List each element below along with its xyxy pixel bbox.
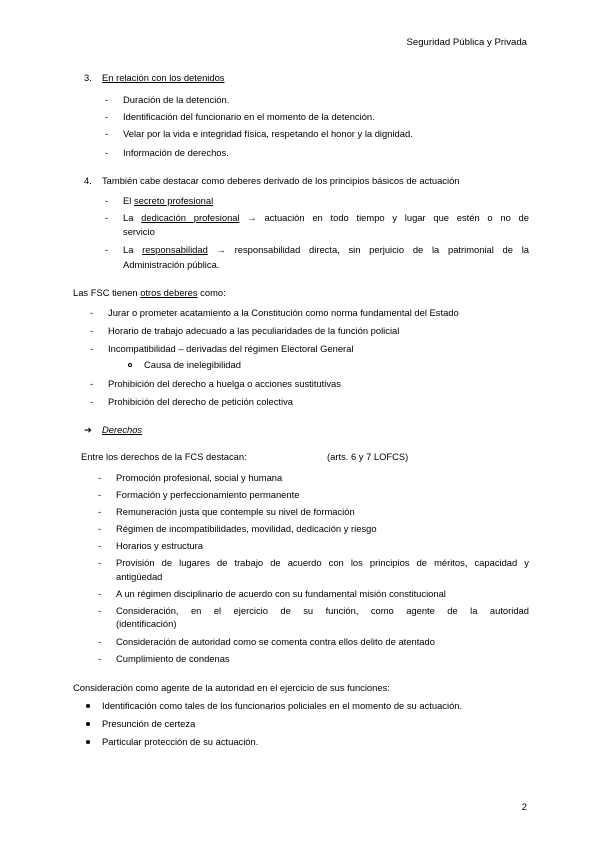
section-4-title: También cabe destacar como deberes derivado de los principios básicos de actuación: [102, 175, 460, 186]
dash-marker: -: [90, 343, 94, 354]
list-item: Prohibición del derecho de petición colectiva: [108, 396, 294, 407]
list-item-continuation: (identificación): [116, 618, 177, 629]
intro-prefix: Las FSC tienen: [73, 287, 141, 298]
item-prefix: La: [123, 212, 142, 223]
hollow-bullet-icon: [128, 363, 132, 367]
bullet-icon: [86, 704, 90, 708]
list-item: Promoción profesional, social y humana: [116, 472, 283, 483]
dash-marker: -: [105, 128, 109, 139]
list-item: Régimen de incompatibilidades, movilidad, dedicación y riesgo: [116, 523, 377, 534]
dash-marker: -: [98, 472, 102, 483]
list-item-continuation: Administración pública.: [123, 259, 220, 270]
list-item: Prohibición del derecho a huelga o acciones sustitutivas: [108, 378, 341, 389]
dash-marker: -: [98, 523, 102, 534]
item-text: → actuación en todo tiempo y lugar que estén o no de: [239, 212, 529, 223]
list-item: Formación y perfeccionamiento permanente: [116, 489, 300, 500]
section-3-title: En relación con los detenidos: [102, 72, 225, 83]
list-item: Incompatibilidad – derivadas del régimen Electoral General: [108, 343, 354, 354]
dash-marker: -: [105, 147, 109, 158]
otros-deberes-intro: [73, 287, 226, 299]
dash-marker: -: [98, 540, 102, 551]
dash-marker: -: [98, 489, 102, 500]
list-item: Duración de la detención.: [123, 94, 230, 105]
list-item: [123, 195, 213, 207]
consideracion-intro: Consideración como agente de la autoridad en el ejercicio de sus funciones:: [73, 682, 390, 693]
term-responsabilidad: responsabilidad: [142, 244, 208, 255]
list-item: Consideración de autoridad como se comenta contra ellos delito de atentado: [116, 636, 435, 647]
dash-marker: -: [90, 307, 94, 318]
list-item: Cumplimiento de condenas: [116, 653, 230, 664]
arrow-icon: ➔: [84, 424, 92, 435]
list-item: Identificación como tales de los funcionarios policiales en el momento de su actuación.: [102, 700, 463, 711]
dash-marker: -: [90, 378, 94, 389]
dash-marker: -: [105, 195, 109, 206]
list-item: Remuneración justa que contemple su nivel de formación: [116, 506, 355, 517]
list-item: Jurar o prometer acatamiento a la Constitución como norma fundamental del Estado: [108, 307, 459, 318]
term-dedicacion-profesional: dedicación profesional: [141, 212, 240, 223]
item-prefix: El: [123, 195, 134, 206]
list-item: Horario de trabajo adecuado a las peculiaridades de la función policial: [108, 325, 400, 336]
dash-marker: -: [98, 557, 102, 568]
dash-marker: -: [98, 588, 102, 599]
list-item: Información de derechos.: [123, 147, 229, 158]
running-header: Seguridad Pública y Privada: [406, 37, 527, 48]
section-3-number: 3.: [84, 72, 92, 83]
derechos-reference: (arts. 6 y 7 LOFCS): [327, 451, 409, 462]
bullet-icon: [86, 740, 90, 744]
intro-suffix: como:: [197, 287, 226, 298]
dash-marker: -: [98, 605, 102, 616]
derechos-heading: Derechos: [102, 424, 143, 435]
section-4-number: 4.: [84, 175, 92, 186]
list-item: Velar por la vida e integridad física, respetando el honor y la dignidad.: [123, 128, 413, 139]
dash-marker: -: [90, 396, 94, 407]
page-number: 2: [521, 802, 527, 813]
list-item: [123, 244, 529, 256]
dash-marker: -: [105, 212, 109, 223]
list-item: Presunción de certeza: [102, 718, 196, 729]
term-otros-deberes: otros deberes: [140, 287, 198, 298]
list-item-continuation: antigüedad: [116, 571, 163, 582]
dash-marker: -: [98, 653, 102, 664]
derechos-intro: Entre los derechos de la FCS destacan:: [81, 451, 247, 462]
dash-marker: -: [105, 111, 109, 122]
list-item: Consideración, en el ejercicio de su función, como agente de la autoridad: [116, 605, 529, 616]
list-item-continuation: servicio: [123, 226, 155, 237]
list-item: [123, 212, 529, 224]
dash-marker: -: [98, 506, 102, 517]
dash-marker: -: [90, 325, 94, 336]
list-item: A un régimen disciplinario de acuerdo con su fundamental misión constitucional: [116, 588, 446, 599]
item-text: → responsabilidad directa, sin perjuicio de la patrimonial de la: [207, 244, 529, 255]
sub-list-item: Causa de inelegibilidad: [144, 359, 241, 370]
bullet-icon: [86, 722, 90, 726]
dash-marker: -: [105, 94, 109, 105]
list-item: Identificación del funcionario en el momento de la detención.: [123, 111, 375, 122]
term-secreto-profesional: secreto profesional: [133, 195, 214, 206]
list-item: Horarios y estructura: [116, 540, 204, 551]
dash-marker: -: [105, 244, 109, 255]
list-item: Provisión de lugares de trabajo de acuerdo con los principios de méritos, capacidad y: [116, 557, 529, 568]
item-prefix: La: [123, 244, 143, 255]
list-item: Particular protección de su actuación.: [102, 736, 259, 747]
dash-marker: -: [98, 636, 102, 647]
